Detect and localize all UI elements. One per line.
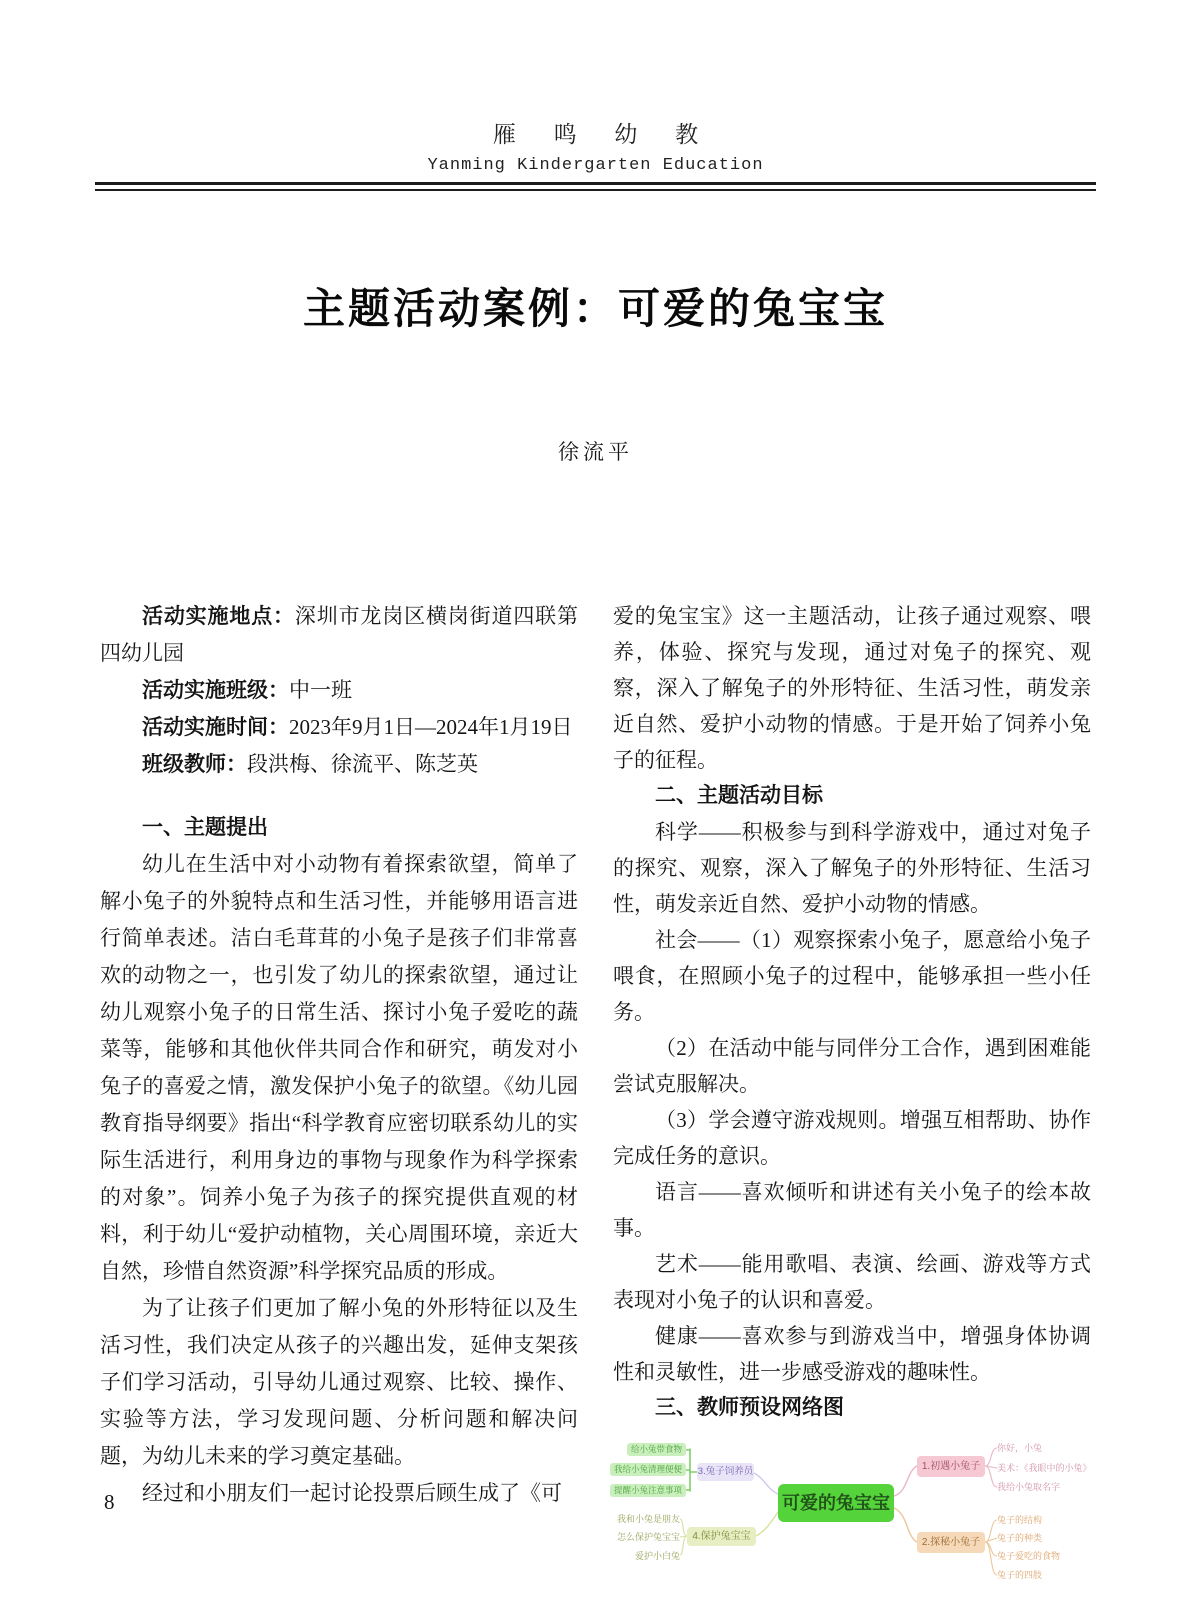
paragraph: 语言——喜欢倾听和讲述有关小兔子的绘本故事。 — [613, 1180, 1091, 1240]
paragraph: 健康——喜欢参与到游戏当中，增强身体协调性和灵敏性，进一步感受游戏的趣味性。 — [613, 1324, 1091, 1384]
mindmap-leaf: 兔子的四肢 — [997, 1570, 1043, 1580]
section-1-heading: 一、主题提出 — [142, 816, 268, 839]
meta-teachers-value: 段洪梅、徐流平、陈芝英 — [247, 752, 478, 776]
header-divider-rule — [95, 182, 1096, 191]
mindmap-leaf: 美术：《我眼中的小兔》 — [997, 1463, 1092, 1473]
article-author: 徐流平 — [558, 440, 633, 464]
mindmap-branch-3: 3.兔子饲养员 — [697, 1463, 754, 1481]
meta-class — [100, 672, 578, 709]
mindmap-figure — [600, 1432, 1097, 1610]
paragraph-continued: 爱的兔宝宝》这一主题活动，让孩子通过观察、喂养，体验、探究与发现，通过对兔子的探究、观察，深入了解兔子的外形特征、生活习性，萌发亲近自然、爱护小动物的情感。于是开始了饲养小兔子的征程。 — [613, 604, 1091, 772]
mindmap-leaf: 我和小兔是朋友 — [616, 1514, 680, 1524]
paragraph: 幼儿在生活中对小动物有着探索欲望，简单了解小兔子的外貌特点和生活习性，并能够用语言进行简单表述。洁白毛茸茸的小兔子是孩子们非常喜欢的动物之一，也引发了幼儿的探索欲望，通过让幼儿观察小兔子的日常生活、探讨小兔子爱吃的蔬菜等，能够和其他伙伴共同合作和研究，萌发对小兔子的喜爱之情，激发保护小兔子的欲望。《幼儿园教育指导纲要》指出“科学教育应密切联系幼儿的实际生活进行，利用身边的事物与现象作为科学探索的对象”。饲养小兔子为孩子的探究提供直观的材料，利于幼儿“爱护动植物，关心周围环境，亲近大自然，珍惜自然资源”科学探究品质的形成。 — [100, 852, 578, 1283]
section-2-heading: 二、主题活动目标 — [655, 784, 823, 807]
mindmap-leaf: 爱护小白兔 — [634, 1551, 680, 1561]
paragraph: 科学——积极参与到科学游戏中，通过对兔子的探究、观察，深入了解兔子的外形特征、生活习性，萌发亲近自然、爱护小动物的情感。 — [613, 820, 1091, 916]
mindmap-leaf: 给小兔带食物 — [627, 1443, 686, 1456]
paragraph: 艺术——能用歌唱、表演、绘画、游戏等方式表现对小兔子的认识和喜爱。 — [613, 1252, 1091, 1312]
right-column — [613, 598, 1091, 1610]
mindmap-branch-4: 4.保护兔宝宝 — [687, 1527, 756, 1546]
meta-class-value: 中一班 — [289, 678, 352, 702]
paragraph: 社会——（1）观察探索小兔子，愿意给小兔子喂食，在照顾小兔子的过程中，能够承担一些小任务。 — [613, 928, 1091, 1024]
mindmap-leaf: 兔子爱吃的食物 — [997, 1551, 1061, 1561]
meta-teachers — [100, 746, 578, 783]
mindmap-leaf: 你好，小兔 — [997, 1443, 1043, 1453]
mindmap-leaf: 兔子的结构 — [997, 1515, 1043, 1525]
meta-location-label: 活动实施地点： — [142, 605, 295, 628]
meta-time — [100, 709, 578, 746]
meta-time-label: 活动实施时间： — [142, 716, 289, 739]
paragraph: 为了让孩子们更加了解小兔的外形特征以及生活习性，我们决定从孩子的兴趣出发，延伸支架孩子们学习活动，引导幼儿通过观察、比较、操作、实验等方法，学习发现问题、分析问题和解决问题，为幼儿未来的学习奠定基础。 — [100, 1296, 578, 1468]
mindmap-leaf: 我给小兔取名字 — [997, 1482, 1061, 1492]
paragraph: （2）在活动中能与同伴分工合作，遇到困难能尝试克服解决。 — [613, 1036, 1091, 1096]
mindmap-leaf: 兔子的种类 — [997, 1533, 1043, 1543]
section-3-heading: 三、教师预设网络图 — [655, 1396, 844, 1419]
mindmap-branch-1: 1.初遇小兔子 — [917, 1456, 985, 1477]
journal-title-en: Yanming Kindergarten Education — [427, 156, 764, 175]
paragraph: （3）学会遵守游戏规则。增强互相帮助、协作完成任务的意识。 — [613, 1108, 1091, 1168]
paragraph: 经过和小朋友们一起讨论投票后顾生成了《可 — [142, 1481, 562, 1505]
journal-title-cn: 雁 鸣 幼 教 — [492, 122, 715, 147]
meta-teachers-label: 班级教师： — [142, 753, 247, 776]
page-number: 8 — [104, 1490, 115, 1514]
left-column — [100, 598, 578, 1512]
mindmap-leaf: 提醒小兔注意事项 — [610, 1484, 686, 1497]
article-title: 主题活动案例：可爱的兔宝宝 — [302, 287, 888, 333]
meta-class-label: 活动实施班级： — [142, 679, 289, 702]
journal-header — [0, 116, 1191, 175]
meta-location — [100, 598, 578, 672]
meta-time-value: 2023年9月1日—2024年1月19日 — [289, 715, 573, 739]
mindmap-center-node: 可爱的兔宝宝 — [778, 1484, 894, 1522]
mindmap-leaf: 怎么保护兔宝宝 — [616, 1532, 680, 1542]
mindmap-leaf: 我给小兔清理便便 — [610, 1463, 686, 1476]
mindmap-branch-2: 2.探秘小兔子 — [917, 1532, 985, 1553]
meta-location-value: 深圳市龙岗区横岗街道四联第四幼儿园 — [100, 604, 579, 665]
